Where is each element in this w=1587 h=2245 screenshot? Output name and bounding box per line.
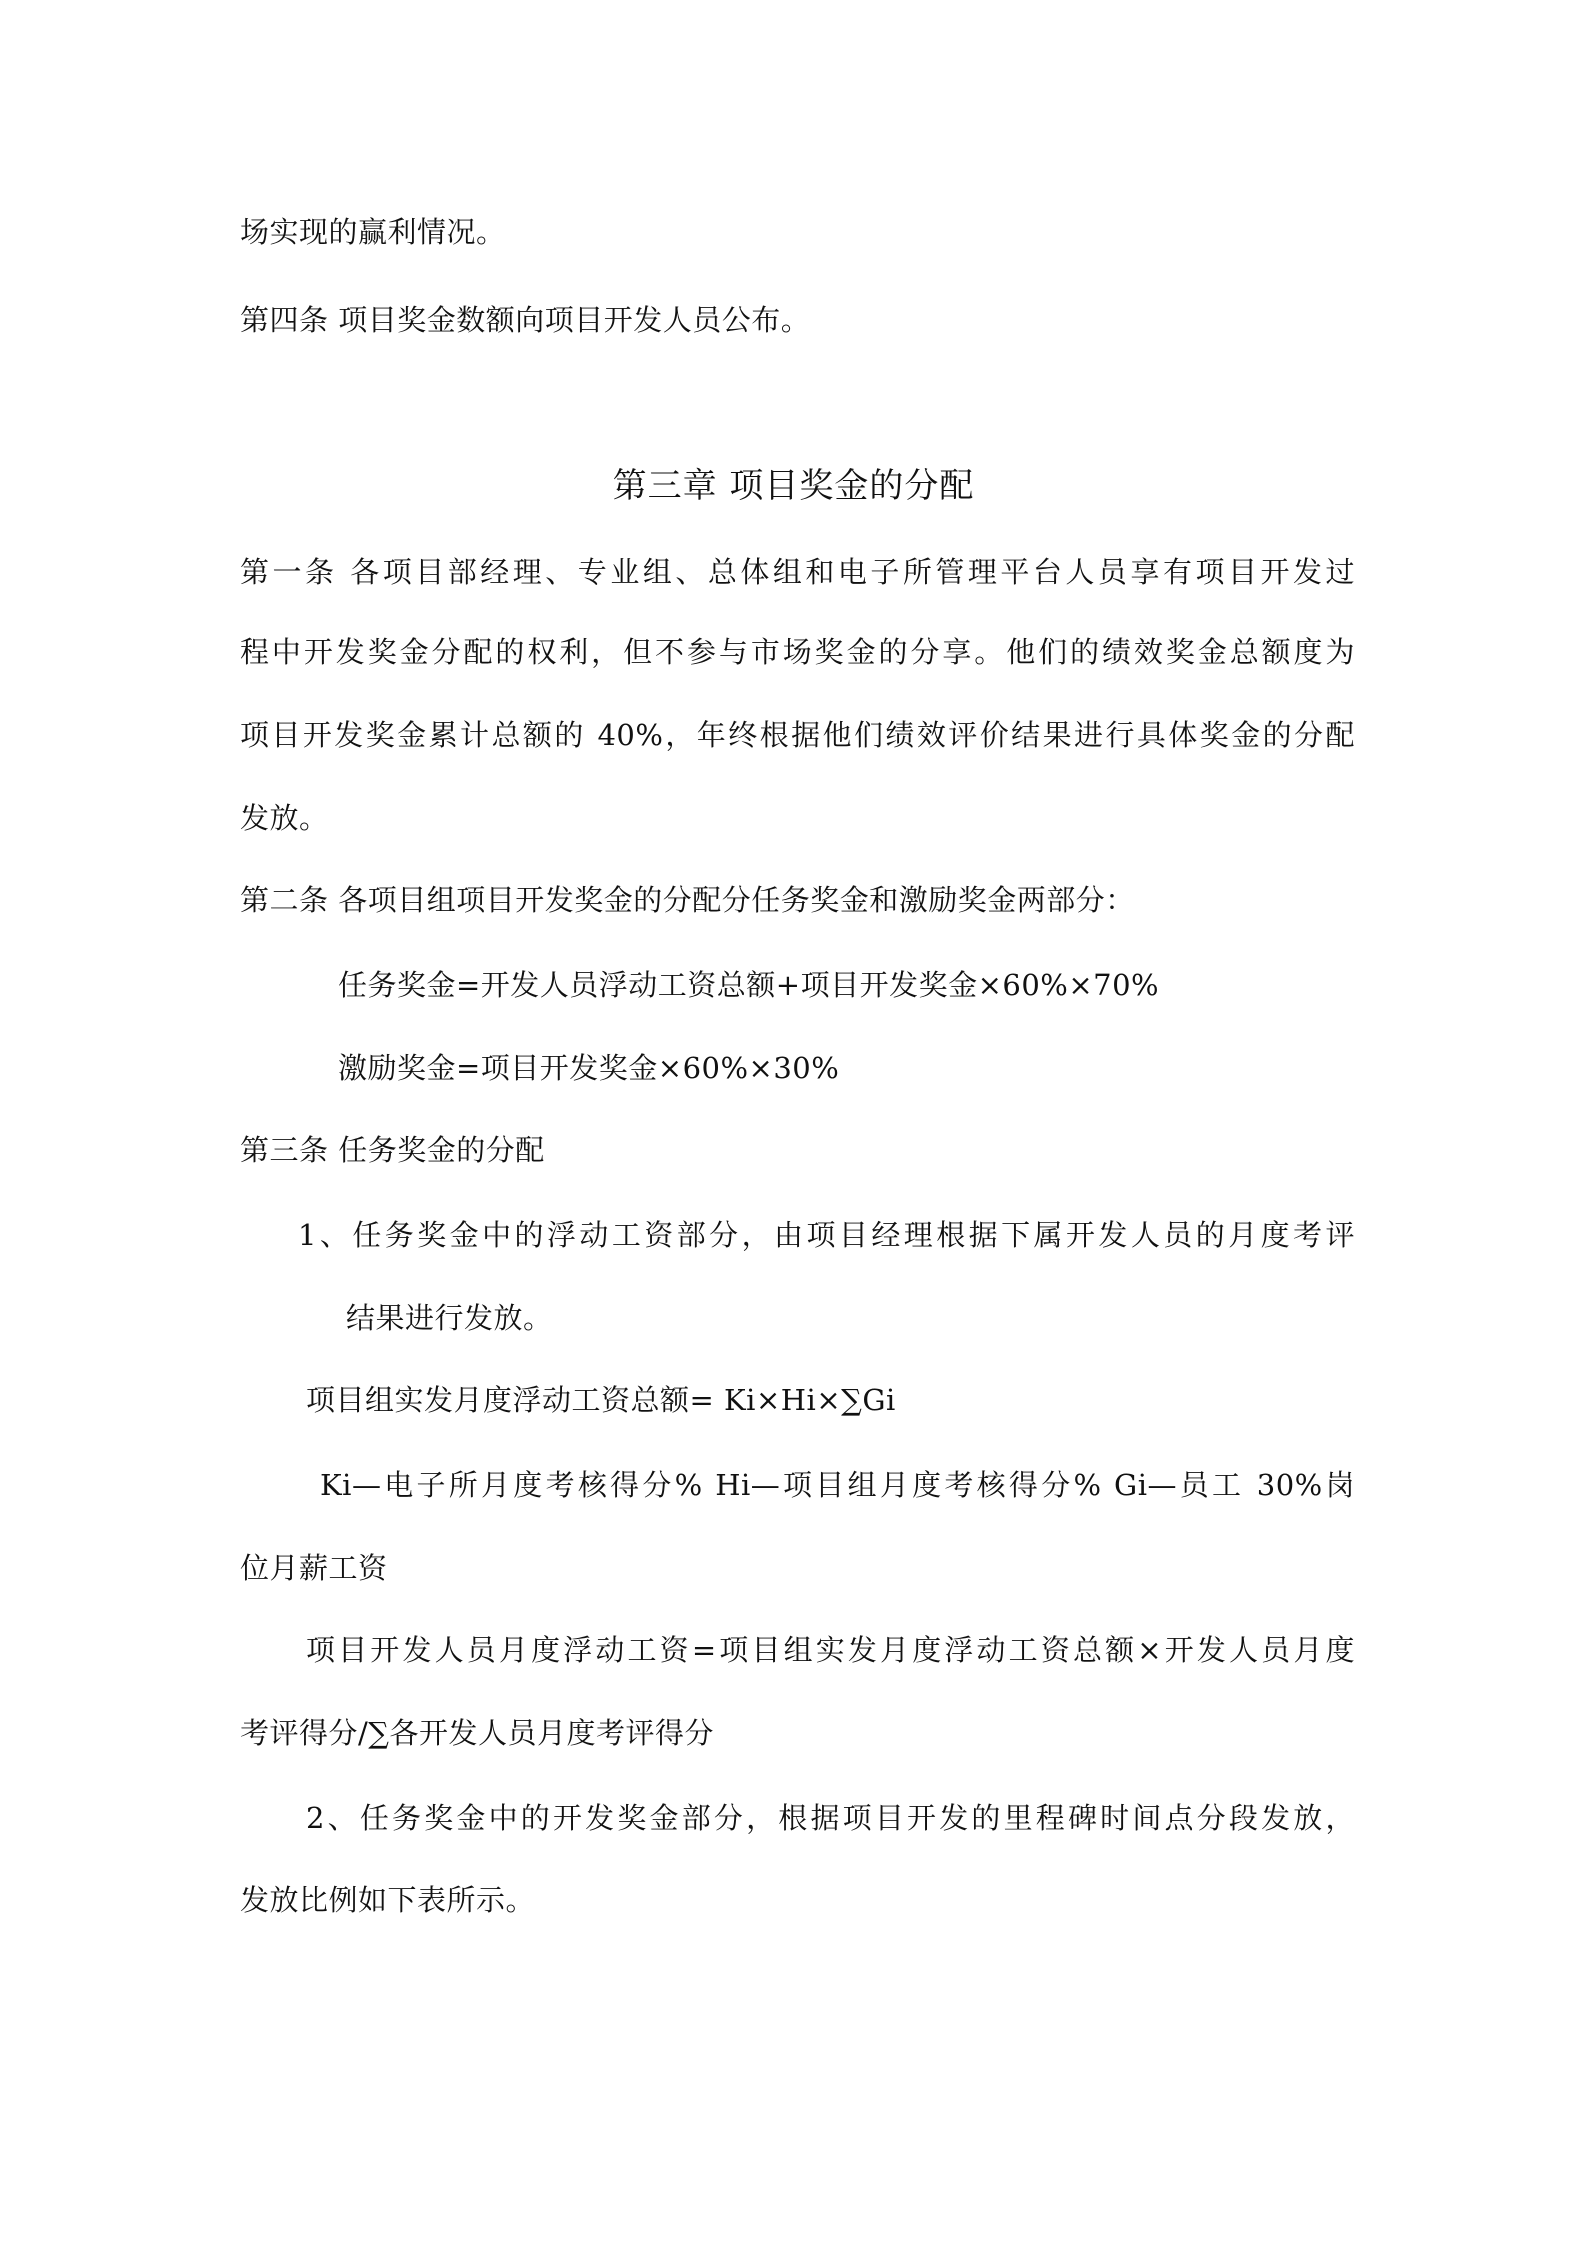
formula-member-float-wage-line-1: 项目开发人员月度浮动工资=项目组实发月度浮动工资总额×开发人员月度 bbox=[306, 1633, 1355, 1667]
article-1-line-2: 程中开发奖金分配的权利，但不参与市场奖金的分享。他们的绩效奖金总额度为 bbox=[240, 635, 1355, 669]
formula-incentive-bonus: 激励奖金=项目开发奖金×60%×30% bbox=[338, 1051, 840, 1085]
chapter-heading: 第三章 项目奖金的分配 bbox=[612, 466, 975, 506]
article-3-title: 第三条 任务奖金的分配 bbox=[240, 1133, 545, 1167]
item-2-line-2: 发放比例如下表所示。 bbox=[240, 1883, 536, 1917]
article-1-line-1: 第一条 各项目部经理、专业组、总体组和电子所管理平台人员享有项目开发过 bbox=[240, 555, 1355, 589]
formula-group-float-wage: 项目组实发月度浮动工资总额= Ki×Hi×∑Gi bbox=[306, 1383, 896, 1417]
article-4: 第四条 项目奖金数额向项目开发人员公布。 bbox=[240, 303, 811, 337]
item-1-line-2: 结果进行发放。 bbox=[346, 1301, 553, 1335]
article-1-line-3: 项目开发奖金累计总额的 40%，年终根据他们绩效评价结果进行具体奖金的分配 bbox=[240, 718, 1355, 752]
formula-task-bonus: 任务奖金=开发人员浮动工资总额+项目开发奖金×60%×70% bbox=[338, 968, 1160, 1002]
article-2-title: 第二条 各项目组项目开发奖金的分配分任务奖金和激励奖金两部分： bbox=[240, 883, 1135, 917]
item-2-line-1: 2、任务奖金中的开发奖金部分，根据项目开发的里程碑时间点分段发放， bbox=[306, 1801, 1355, 1835]
formula-member-float-wage-line-2: 考评得分/∑各开发人员月度考评得分 bbox=[240, 1716, 714, 1750]
definitions-line-2: 位月薪工资 bbox=[240, 1551, 388, 1585]
definitions-line-1: Ki—电子所月度考核得分% Hi—项目组月度考核得分% Gi—员工 30%岗 bbox=[320, 1468, 1355, 1502]
paragraph-continuation: 场实现的赢利情况。 bbox=[240, 215, 506, 249]
item-1-line-1: 1、任务奖金中的浮动工资部分，由项目经理根据下属开发人员的月度考评 bbox=[298, 1218, 1355, 1252]
article-1-line-4: 发放。 bbox=[240, 801, 329, 835]
